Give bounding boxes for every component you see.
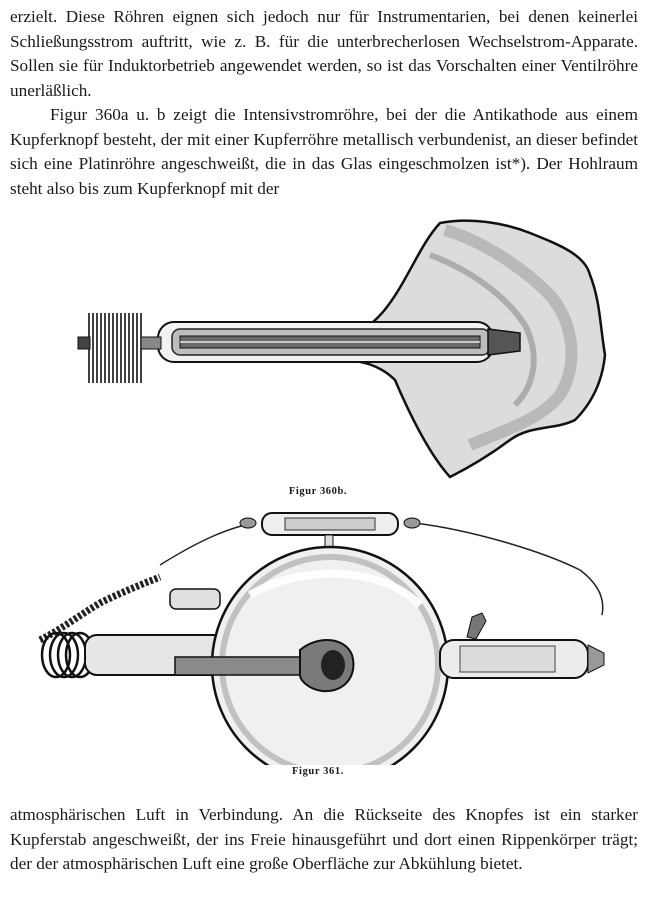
figure-361-illustration: [0, 505, 657, 765]
body-text-top: [10, 5, 638, 201]
paragraph-figure-360: Figur 360a u. b zeigt die Intensivstromröhre, bei der die Antikathode aus einem Kupferknopf besteht, der mit einer Kupferröhre metallisch verbundenist, an dieser befindet sich eine Platinröhre angeschweißt, die in das Glas eingeschmolzen ist*). Der Hohlraum steht also bis zum Kupferknopf mit der: [10, 105, 638, 198]
figure-360b-caption: Figur 360b.: [288, 486, 348, 497]
figure-360b-illustration: [0, 215, 657, 485]
body-text-bottom: [10, 803, 638, 877]
paragraph-continuation-bottom: atmosphärischen Luft in Verbindung. An die Rückseite des Knopfes ist ein starker Kupferstab angeschweißt, der ins Freie hinausgeführt und dort einen Rippenkörper trägt; der der atmosphärischen Luft eine große Oberfläche zur Abkühlung bietet.: [10, 805, 638, 873]
paragraph-continuation: erzielt. Diese Röhren eignen sich jedoch nur für Instrumentarien, bei denen keinerlei Schließungsstrom auftritt, wie z. B. für die unterbrecherlosen Wechselstrom-Apparate. Sollen sie für Induktorbetrieb angewendet werden, so ist das Vorschalten einer Ventilröhre unerläßlich.: [10, 7, 638, 100]
figure-361-caption: Figur 361.: [292, 766, 344, 777]
